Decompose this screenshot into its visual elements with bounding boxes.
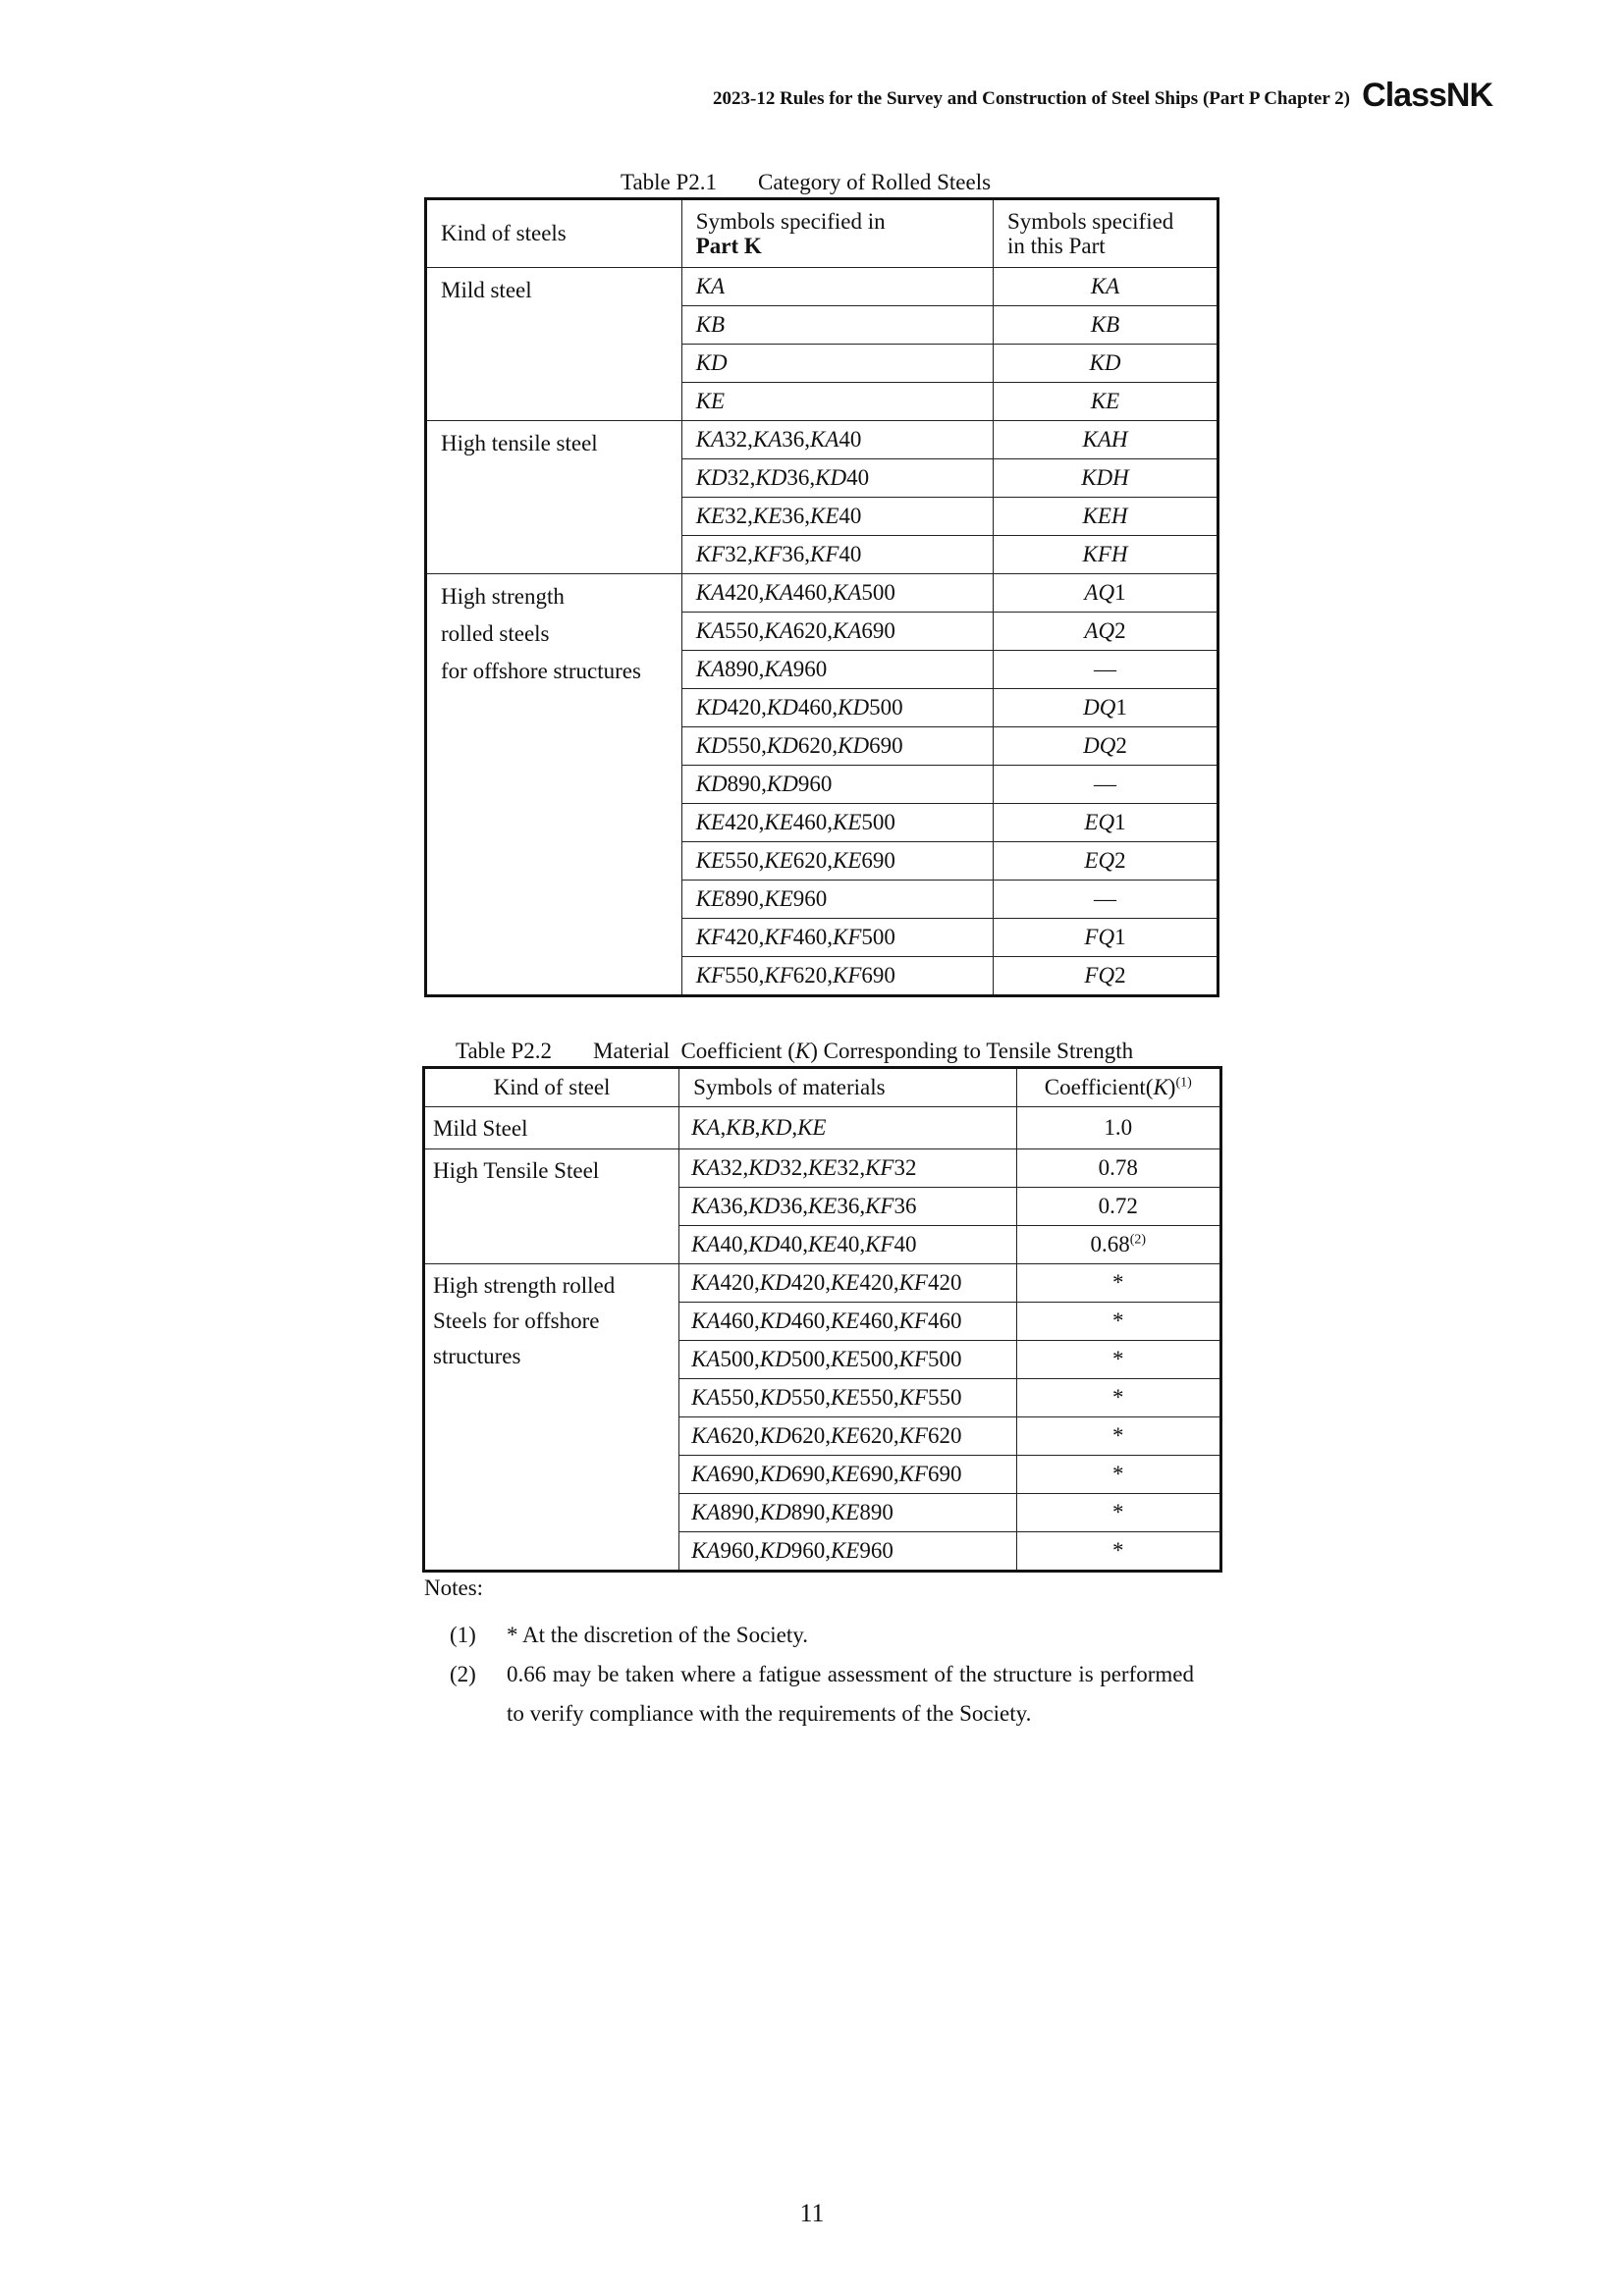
material-symbols: KA,KB,KD,KE xyxy=(679,1107,1016,1149)
material-symbols: KA420,KD420,KE420,KF420 xyxy=(679,1264,1016,1303)
symbol-part-k: KA550,KA620,KA690 xyxy=(681,613,993,651)
symbol-part-k: KE420,KE460,KE500 xyxy=(681,804,993,842)
steel-kind-cell xyxy=(426,574,682,996)
symbol-this-part: FQ2 xyxy=(994,957,1218,996)
classnk-logo: ClassNK xyxy=(1362,77,1492,114)
table-row xyxy=(424,1107,1221,1149)
symbol-this-part: KE xyxy=(994,383,1218,421)
symbol-this-part: DQ2 xyxy=(994,727,1218,766)
coefficient-value: * xyxy=(1016,1494,1220,1532)
coefficient-value: 0.78 xyxy=(1016,1149,1220,1188)
material-symbols: KA500,KD500,KE500,KF500 xyxy=(679,1341,1016,1379)
coefficient-value: 1.0 xyxy=(1016,1107,1220,1149)
note-2 xyxy=(450,1655,1235,1773)
note-number: (2) xyxy=(450,1662,476,1686)
symbol-this-part: KEH xyxy=(994,498,1218,536)
table1-caption-title: Category of Rolled Steels xyxy=(758,170,992,194)
table-row xyxy=(424,1264,1221,1303)
material-symbols: KA550,KD550,KE550,KF550 xyxy=(679,1379,1016,1417)
table-row xyxy=(426,421,1218,459)
steel-kind-line: Mild Steel xyxy=(433,1116,528,1141)
material-symbols: KA890,KD890,KE890 xyxy=(679,1494,1016,1532)
symbol-this-part: KD xyxy=(994,345,1218,383)
coefficient-value: * xyxy=(1016,1379,1220,1417)
coefficient-value: * xyxy=(1016,1417,1220,1456)
material-symbols: KA40,KD40,KE40,KF40 xyxy=(679,1226,1016,1264)
steel-kind-line: structures xyxy=(433,1344,521,1368)
coefficient-value: * xyxy=(1016,1341,1220,1379)
symbol-part-k: KD xyxy=(681,345,993,383)
table-row xyxy=(424,1149,1221,1188)
page-number: 11 xyxy=(799,2199,825,2227)
table-row xyxy=(426,574,1218,613)
symbol-this-part: EQ2 xyxy=(994,842,1218,881)
note-number: (1) xyxy=(450,1623,476,1647)
coefficient-value: * xyxy=(1016,1303,1220,1341)
symbol-part-k: KD550,KD620,KD690 xyxy=(681,727,993,766)
material-symbols: KA960,KD960,KE960 xyxy=(679,1532,1016,1572)
symbol-this-part: AQ2 xyxy=(994,613,1218,651)
symbol-part-k: KE550,KE620,KE690 xyxy=(681,842,993,881)
table2-caption-label: Table P2.2 xyxy=(456,1039,553,1063)
material-symbols: KA460,KD460,KE460,KF460 xyxy=(679,1303,1016,1341)
symbol-part-k: KF420,KF460,KF500 xyxy=(681,919,993,957)
note-text: * At the discretion of the Society. xyxy=(507,1623,809,1647)
coefficient-value: * xyxy=(1016,1456,1220,1494)
steel-kind-line: High strength rolled xyxy=(433,1273,616,1298)
symbol-part-k: KA890,KA960 xyxy=(681,651,993,689)
table-category-of-rolled-steels xyxy=(424,197,1219,997)
symbol-part-k: KF32,KF36,KF40 xyxy=(681,536,993,574)
steel-kind-cell xyxy=(424,1149,679,1264)
table-material-coefficient xyxy=(422,1066,1222,1573)
column-header-this-part: Symbols specified in this Part xyxy=(994,199,1218,268)
symbol-part-k: KD420,KD460,KD500 xyxy=(681,689,993,727)
symbol-part-k: KA420,KA460,KA500 xyxy=(681,574,993,613)
steel-kind-cell xyxy=(426,421,682,574)
steel-kind-line: Mild steel xyxy=(441,278,532,302)
coefficient-value: 0.68$^{(2)}$ xyxy=(1016,1226,1220,1264)
coefficient-value: * xyxy=(1016,1264,1220,1303)
symbol-part-k: KB xyxy=(681,306,993,345)
steel-kind-line: rolled steels xyxy=(441,621,550,646)
column-header-kind: Kind of steel xyxy=(424,1068,679,1107)
symbol-part-k: KE890,KE960 xyxy=(681,881,993,919)
page-header xyxy=(550,77,1492,116)
symbol-part-k: KD32,KD36,KD40 xyxy=(681,459,993,498)
header-title: 2023-12 Rules for the Survey and Construction of Steel Ships (Part P Chapter 2) xyxy=(713,88,1350,109)
symbol-this-part: — xyxy=(994,766,1218,804)
steel-kind-line: High strength xyxy=(441,584,565,609)
table1-caption xyxy=(621,170,991,195)
steel-kind-cell xyxy=(424,1264,679,1572)
column-header-kind: Kind of steels xyxy=(426,199,682,268)
symbol-this-part: — xyxy=(994,881,1218,919)
table1-caption-label: Table P2.1 xyxy=(621,170,718,194)
notes-heading: Notes: xyxy=(424,1575,484,1600)
symbol-part-k: KE32,KE36,KE40 xyxy=(681,498,993,536)
symbol-this-part: FQ1 xyxy=(994,919,1218,957)
symbol-this-part: DQ1 xyxy=(994,689,1218,727)
symbol-this-part: KDH xyxy=(994,459,1218,498)
symbol-this-part: KAH xyxy=(994,421,1218,459)
column-header-part-k: Symbols specified in Part K xyxy=(681,199,993,268)
column-header-symbols: Symbols of materials xyxy=(679,1068,1016,1107)
material-symbols: KA32,KD32,KE32,KF32 xyxy=(679,1149,1016,1188)
symbol-part-k: KE xyxy=(681,383,993,421)
table-row xyxy=(426,268,1218,306)
symbol-part-k: KD890,KD960 xyxy=(681,766,993,804)
coefficient-value: 0.72 xyxy=(1016,1188,1220,1226)
symbol-part-k: KF550,KF620,KF690 xyxy=(681,957,993,996)
steel-kind-line: Steels for offshore xyxy=(433,1308,600,1333)
symbol-part-k: KA xyxy=(681,268,993,306)
symbol-this-part: KFH xyxy=(994,536,1218,574)
column-header-coefficient: $Coefficient(K)^{(1)}$ xyxy=(1016,1068,1220,1107)
symbol-this-part: AQ1 xyxy=(994,574,1218,613)
table2-caption-title: Material Coefficient (K) Corresponding to Tensile Strength xyxy=(593,1039,1134,1063)
steel-kind-line: for offshore structures xyxy=(441,659,641,683)
note-1 xyxy=(450,1616,1235,1655)
steel-kind-cell xyxy=(426,268,682,421)
steel-kind-line: High Tensile Steel xyxy=(433,1158,600,1183)
steel-kind-line: High tensile steel xyxy=(441,431,598,455)
coefficient-value: * xyxy=(1016,1532,1220,1572)
table-header-row xyxy=(426,199,1218,268)
note-text: 0.66 may be taken where a fatigue assessment of the structure is performed to verify compliance with the requirements of the Society. xyxy=(507,1662,1194,1726)
material-symbols: KA690,KD690,KE690,KF690 xyxy=(679,1456,1016,1494)
material-symbols: KA36,KD36,KE36,KF36 xyxy=(679,1188,1016,1226)
symbol-this-part: — xyxy=(994,651,1218,689)
symbol-this-part: EQ1 xyxy=(994,804,1218,842)
symbol-this-part: KA xyxy=(994,268,1218,306)
symbol-this-part: KB xyxy=(994,306,1218,345)
steel-kind-cell xyxy=(424,1107,679,1149)
table2-caption xyxy=(456,1039,1133,1064)
table-header-row xyxy=(424,1068,1221,1107)
material-symbols: KA620,KD620,KE620,KF620 xyxy=(679,1417,1016,1456)
symbol-part-k: KA32,KA36,KA40 xyxy=(681,421,993,459)
